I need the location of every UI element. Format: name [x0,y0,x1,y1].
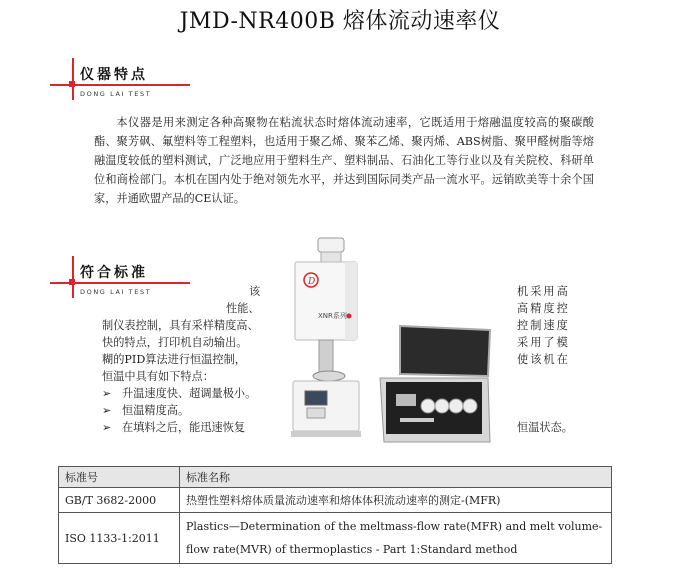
bullet-item: ➢ 在填料之后，能迅速恢复 [102,421,246,434]
bullet-arrow-icon: ➢ [102,421,112,434]
accessory-case-image [378,324,492,444]
section-header-features [50,58,250,108]
text-line: 控制速度 [517,319,570,332]
text-line: 恒温状态。 [517,421,573,434]
text-line: 快的特点，打印机自动输出。 [102,336,248,349]
text-line: 使该机在 [517,353,570,366]
svg-text:D: D [308,277,316,287]
page-title: JMD-NR400B 熔体流动速率仪 [179,9,501,34]
bullet-item: ➢ 升温速度快、超调量极小。 [102,387,257,400]
section-subtitle: DONG LAI TEST [80,288,152,296]
section-title: 仪器特点 [80,67,148,83]
text-line: 采用了模 [517,336,570,349]
table-row [59,488,612,513]
standards-table [58,466,612,564]
text-line: 性能、 [226,302,260,315]
bullet-item: ➢ 恒温精度高。 [102,404,190,417]
table-header-cell: 标准名称 [180,467,612,488]
table-row [59,513,612,564]
intro-paragraph: 本仪器是用来测定各种高聚物在粘流状态时熔体流动速率，它既适用于熔融温度较高的聚碳酸酯、聚芳砜、氟塑料等工程塑料，也适用于聚乙烯、聚苯乙烯、聚丙烯、ABS树脂、聚甲醛树脂等熔融温度较低的塑料测试，广泛地应用于塑料生产、塑料制品、石油化工等行业以及有关院校、科研单位和商检部门。本机在国内处于绝对领先水平，并达到国际同类产品一流水平。远销欧美等十余个国家，并通欧盟产品的CE认证。 [94,116,594,205]
bullet-arrow-icon: ➢ [102,404,112,417]
text-line: 恒温中具有如下特点： [102,370,214,383]
table-cell: 热塑性塑料熔体质量流动速率和熔体体积流动速率的测定-(MFR) [180,488,612,513]
text-line: 高精度控 [517,302,570,315]
section-header-standards [50,256,250,306]
table-header-row [59,467,612,488]
table-cell: Plastics—Determination of the meltmass-flow rate(MFR) and melt volume-flow rate(MVR) of thermoplastics - Part 1:Standard method [180,513,612,564]
text-line: 制仪表控制，具有采样精度高、 [102,319,259,332]
table-cell: ISO 1133-1:2011 [59,513,180,564]
table-cell: GB/T 3682-2000 [59,488,180,513]
machine-drawing [285,236,375,441]
bullet-arrow-icon: ➢ [102,387,112,400]
section-title: 符合标准 [80,265,148,281]
table-header-cell: 标准号 [59,467,180,488]
text-line: 该 [249,285,261,298]
section-subtitle: DONG LAI TEST [80,90,152,98]
case-drawing [378,324,492,444]
machine-label: XNR系列 [318,312,347,320]
text-line: 机采用高 [517,285,570,298]
melt-flow-tester-image [285,236,375,441]
text-line: 糊的PID算法进行恒温控制， [102,353,246,366]
